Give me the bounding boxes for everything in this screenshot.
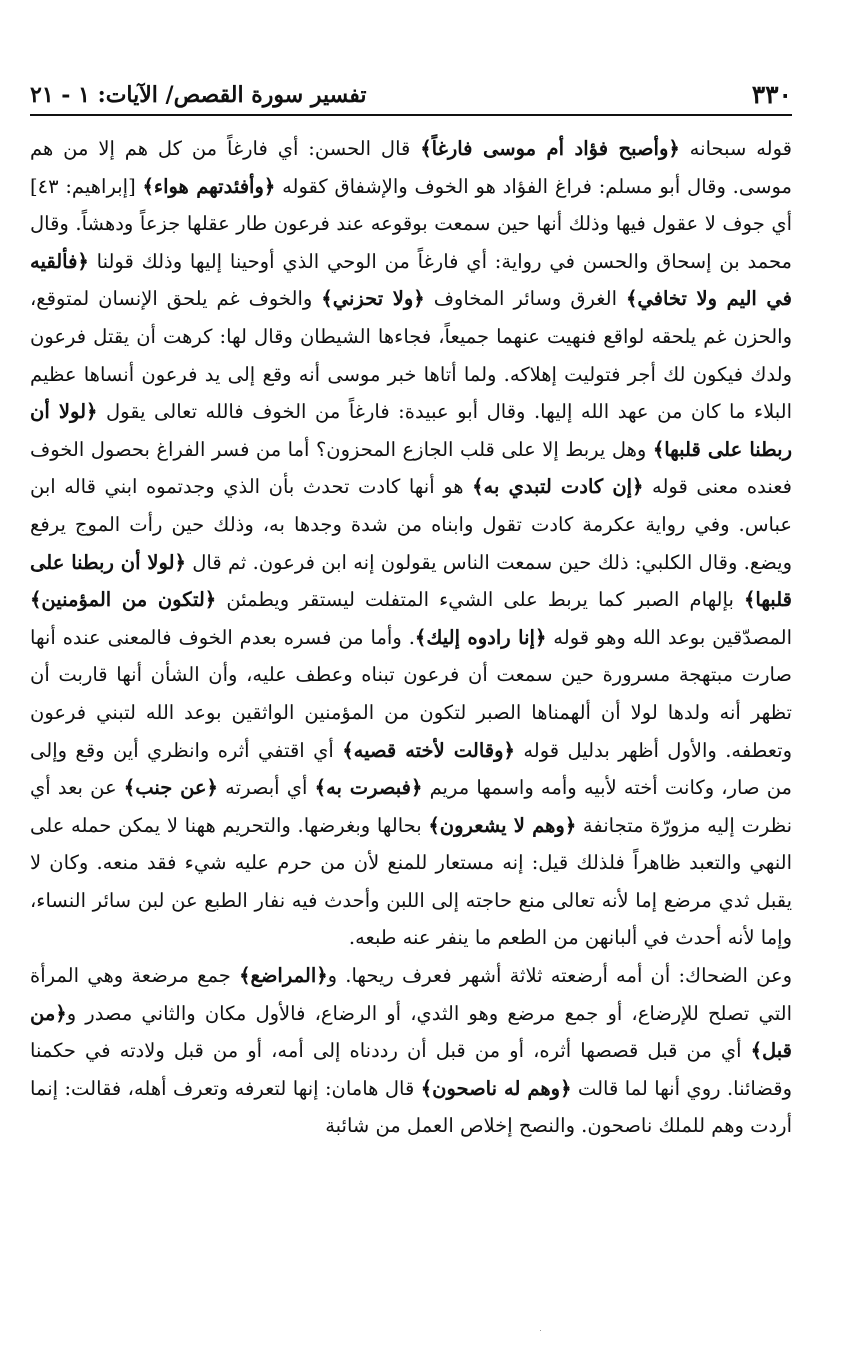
quran-quote: ﴿وأفئدتهم هواء﴾ [142,174,276,198]
page-header [30,72,792,116]
quran-quote: ﴿فبصرت به﴾ [314,776,423,800]
page-number: ٣٣٠ [751,80,792,109]
quran-quote: ﴿وأصبح فؤاد أم موسى فارغاً﴾ [420,137,680,160]
text-run: الغرق وسائر المخاوف [424,287,626,311]
quran-quote: ﴿وقالت لأخته قصيه﴾ [342,738,515,762]
text-run: قال الحسن: أي فارغاً من كل هم إلا من هم موسى. وقال أبو مسلم: فراغ الفؤاد هو الخوف والإشفاق كقوله [30,137,792,198]
text-run: أي اقتفي أثره وانظري أين وقع وإلى من صار، وكانت أخته لأبيه وأمه واسمها مريم [30,738,792,800]
text-run: قال هامان: إنها لتعرفه وتعرف أهله، فقالت: إنما أردت وهم للملك ناصحون. والنصح إخلاص العمل من شائبة [30,1076,792,1138]
quran-quote: ﴿لولا أن ربطنا على قلبها﴾ [30,550,792,612]
quran-quote: ﴿ولا تحزني﴾ [321,287,425,311]
quran-quote: ﴿من قبل﴾ [30,1001,792,1063]
book-page [30,72,792,1145]
text-run: والخوف غم يلحق الإنسان لمتوقع، والحزن غم يلحقه لواقع فنهيت عنهما جميعاً، فجاءها الشيطان وقال لها: كرهت أن يقتل فرعون ولدك فيكون لك أجر فتوليت إهلاكه. ولما أتاها خبر موسى أنه وقع إلى يد فرعون أنساها عظيم البلاء ما كان من عهد الله إليها. وقال أبو عبيدة: فارغاً من الخوف فالله تعالى يقول [30,287,792,424]
quran-quote: ﴿لولا أن ربطنا على قلبها﴾ [30,400,793,461]
text-run: أي أبصرته [218,776,315,800]
commentary-text [30,130,792,1145]
text-run: قوله سبحانه [679,137,792,160]
text-run: [إبراهيم: ٤٣] أي جوف لا عقول فيها وذلك أنها حين سمعت بوقوعه عند فرعون طار عقلها جزعاً ودهشاً. وقال محمد بن إسحاق والحسن في رواية: أي فارغاً من الوحي الذي أوحينا إليها وذلك قولنا [30,174,792,273]
quran-quote: ﴿إن كادت لتبدي به﴾ [472,475,644,499]
text-run: بإلهام الصبر كما يربط على الشيء المتفلت ليستقر ويطمئن [216,588,744,612]
quran-quote: ﴿لتكون من المؤمنين﴾ [30,588,217,612]
quran-quote: ﴿عن جنب﴾ [123,776,218,800]
quran-quote: ﴿وهم له ناصحون﴾ [420,1076,572,1100]
text-run: جمع مرضعة وهي المرأة التي تصلح للإرضاع، أو جمع مرضع وهو الثدي، أو الرضاع، فالأول مكان والثاني مصدر و [30,964,792,1025]
text-run: المصدّقين بوعد الله وهو قوله [546,625,792,649]
running-title: تفسير سورة القصص/ الآيات: ١ - ٢١ [30,82,367,108]
text-run: وعن الضحاك: أن أمه أرضعته ثلاثة أشهر فعرف ريحها. و [327,964,792,988]
paragraph [30,957,792,1145]
text-run: . وأما من فسره بعدم الخوف فالمعنى عنده أنها صارت مبتهجة مسرورة حين سمعت أن فرعون تبناه وعطف عليه، وأن الشأن أنها قاربت أن تظهر أنه ولدها لولا أن ألهمناها الصبر لتكون من المؤمنين الواثقين بوعد الله لتبني فرعون وتعطفه. والأول أظهر بدليل قوله [30,625,792,762]
paragraph [30,130,792,957]
text-run: بحالها وبغرضها. والتحريم ههنا لا يمكن حمله على النهي والتعبد ظاهراً فلذلك قيل: إنه مستعار للمنع لأن من حرم عليه شيء فقد منعه. وكان لا يقبل ثدي مرضع إما لأنه تعالى منع حاجته إلى اللبن وأحدث فيه نفار الطبع عن لبن سائر النساء، وإما لأنه أحدث في ألبانهن من الطعم ما ينفر عنه طبعه. [30,813,792,950]
text-run: هو أنها كادت تحدث بأن الذي وجدتموه ابني قاله ابن عباس. وفي رواية عكرمة كادت تقول وابناه من شدة وجدها به، وذلك حين رأت الموج يرفع ويضع. وقال الكلبي: ذلك حين سمعت الناس يقولون إنه ابن فرعون. ثم قال [30,475,792,574]
text-run: أي من قبل قصصها أثره، أو من قبل أن رددناه إلى أمه، أو من قبل ولادته في حكمنا وقضائنا. روي أنها لما قالت [30,1039,792,1100]
text-run: عن بعد أي نظرت إليه مزورّة متجانفة [30,776,792,837]
text-run: وهل يربط إلا على قلب الجازع المحزون؟ أما من فسر الفراغ بحصول الخوف فعنده معنى قوله [30,437,792,499]
quran-quote: ﴿فألقيه في اليم ولا تخافي﴾ [30,249,792,311]
quran-quote: ﴿وهم لا يشعرون﴾ [428,813,577,837]
scan-mark [540,1330,541,1331]
quran-quote: ﴿المراضع﴾ [239,964,328,988]
quran-quote: ﴿إنا رادوه إليك﴾ [414,625,547,649]
